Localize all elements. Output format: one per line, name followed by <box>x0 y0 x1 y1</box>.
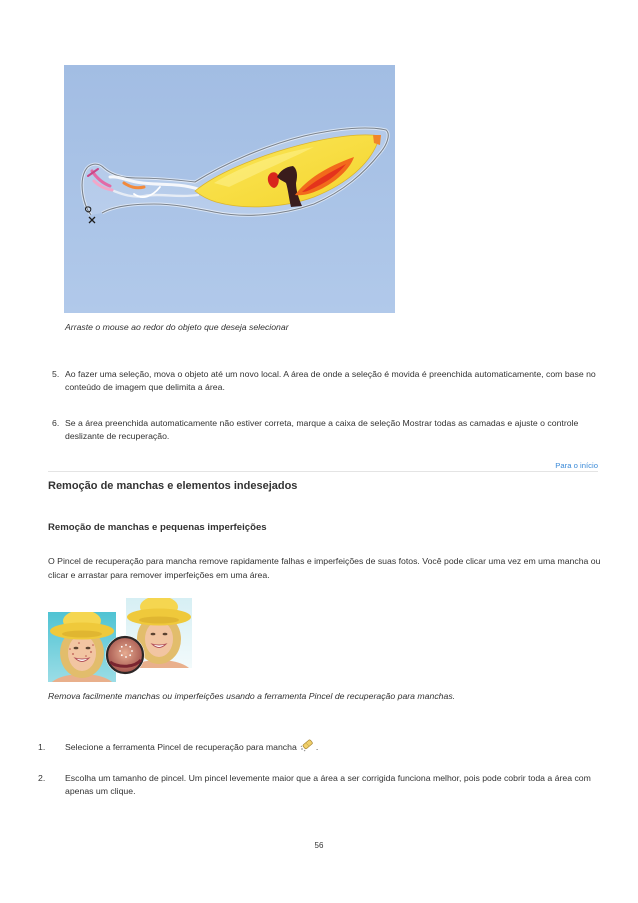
section-paragraph <box>48 554 600 582</box>
back-to-top-link[interactable]: Para o início <box>555 461 598 470</box>
step-text <box>65 772 591 798</box>
paragraph-line: O Pincel de recuperação para mancha remove rapidamente falhas e imperfeições de suas fotos. Você pode clicar uma vez em uma mancha ou <box>48 556 601 566</box>
paragraph-line: clicar e arrastar para remover imperfeições em uma área. <box>48 570 270 580</box>
section-divider <box>48 471 598 472</box>
step-text-line: apenas um clique. <box>65 786 136 796</box>
step-text-line: Escolha um tamanho de pincel. Um pincel levemente maior que a área a ser corrigida funciona melhor, pois pode cobrir toda a área com <box>65 773 591 783</box>
kite-selection-figure <box>64 65 395 313</box>
step-text-line: conteúdo de imagem que delimita a área. <box>65 382 225 392</box>
magnifier-closeup <box>105 635 144 674</box>
list-item-step-1 <box>0 741 638 767</box>
step-text <box>65 417 578 443</box>
step-text-after-icon: . <box>315 742 319 752</box>
step-text-line: Ao fazer uma seleção, mova o objeto até um novo local. A área de onde a seleção é movida é preenchida automaticamente, com base no <box>65 369 596 379</box>
step-text <box>65 741 318 754</box>
spot-healing-figure-caption: Remova facilmente manchas ou imperfeições usando a ferramenta Pincel de recuperação para manchas. <box>48 691 456 701</box>
list-item-step-5 <box>0 368 638 394</box>
step-number: 1. <box>38 742 46 752</box>
step-number: 5. <box>52 369 60 379</box>
kite-photo <box>64 65 395 313</box>
step-text-line: deslizante de recuperação. <box>65 431 170 441</box>
spot-healing-figure <box>48 597 193 683</box>
step-text <box>65 368 596 394</box>
step-number: 2. <box>38 773 46 783</box>
before-after-photos <box>48 597 193 683</box>
step-text-before-icon: Selecione a ferramenta Pincel de recuperação para mancha <box>65 742 297 752</box>
step-text-line: Se a área preenchida automaticamente não estiver correta, marque a caixa de seleção Mostrar todas as camadas e ajuste o controle <box>65 418 579 428</box>
section-subheading: Remoção de manchas e pequenas imperfeições <box>48 522 267 533</box>
section-heading: Remoção de manchas e elementos indesejados <box>48 480 298 492</box>
list-item-step-2 <box>0 772 638 798</box>
page-number: 56 <box>314 841 324 850</box>
list-item-step-6 <box>0 417 638 443</box>
spot-healing-brush-icon <box>299 749 314 750</box>
kite-figure-caption: Arraste o mouse ao redor do objeto que deseja selecionar <box>65 322 289 332</box>
before-photo <box>48 610 116 683</box>
step-number: 6. <box>52 418 60 428</box>
step-text-line <box>65 741 318 754</box>
